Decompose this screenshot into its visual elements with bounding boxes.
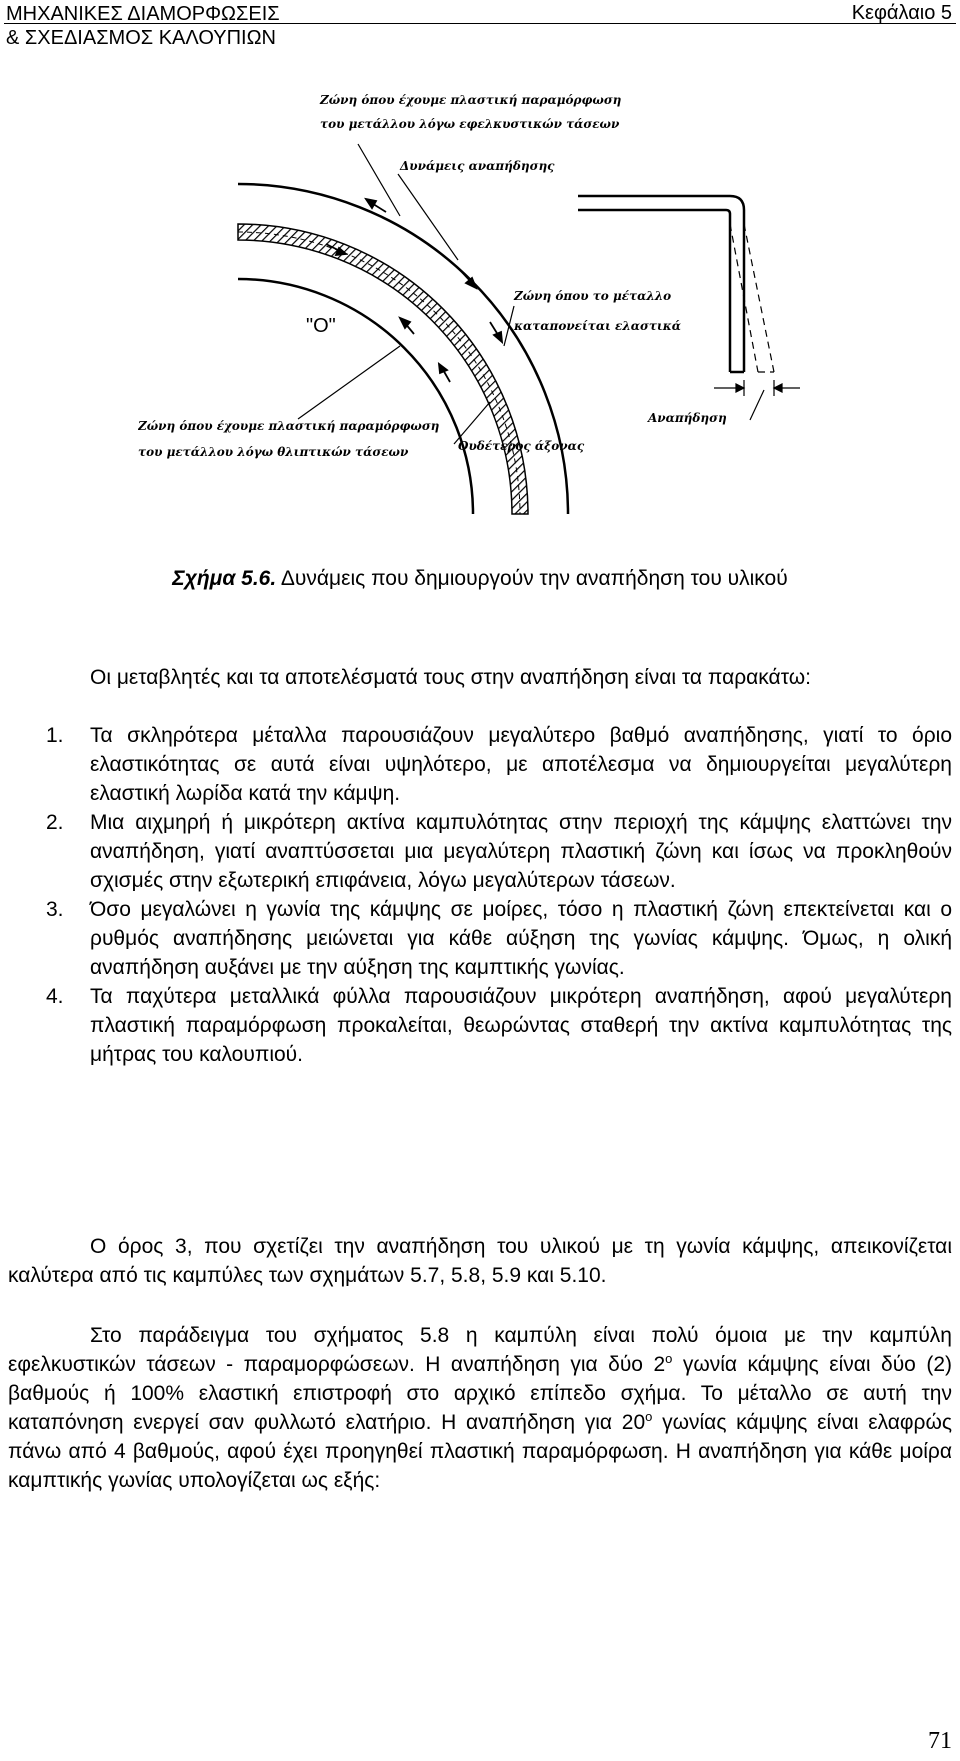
- list-item-number: 2.: [46, 811, 64, 834]
- label-plastic-compression-line1: Ζώνη όπου έχουμε πλαστική παραμόρφωση: [138, 419, 440, 433]
- page-number: 71: [928, 1728, 952, 1754]
- label-elastic-zone-line1: Ζώνη όπου το μέταλλο: [514, 289, 672, 303]
- example-text-part2: γωνία κάμψης είναι δύο (2) βαθμούς ή 100% ελαστική επιστροφή στο αρχικό επίπεδο σχήμα. Το μέταλλο σε αυτή την καταπόνηση ενεργεί σαν φυλλωτό ελατήριο. Η αναπήδηση για 20: [8, 1353, 952, 1434]
- bent-strip: [578, 196, 744, 372]
- paragraph-term-3-text: Ο όρος 3, που σχετίζει την αναπήδηση του υλικού με τη γωνία κάμψης, απεικονίζεται καλύτερα από τις καμπύλες των σχημάτων 5.7, 5.8, 5.9 και 5.10.: [8, 1235, 952, 1287]
- paragraph-example: [8, 1321, 952, 1495]
- degree-superscript: ο: [645, 1409, 653, 1424]
- list-item: [8, 808, 952, 895]
- example-text-part3: γωνίας κάμψης είναι ελαφρώς πάνω από 4 βαθμούς, αφού έχει προηγηθεί πλαστική παραμόρφωση. Η αναπήδηση για κάθε μοίρα καμπτικής γωνίας υπολογίζεται ως εξής:: [8, 1411, 952, 1492]
- degree-superscript: ο: [665, 1351, 673, 1366]
- list-item-text: Μια αιχμηρή ή μικρότερη ακτίνα καμπυλότητας στην περιοχή της κάμψης ελαττώνει την αναπήδηση, γιατί αναπτύσσεται μια μεγαλύτερη πλαστική ζώνη και ίσως να προκληθούν σχισμές στην εξωτερική επιφάνεια, λόγω μεγαλύτερων τάσεων.: [90, 811, 952, 892]
- intro-text: Οι μεταβλητές και τα αποτελέσματά τους στην αναπήδηση είναι τα παρακάτω:: [90, 666, 811, 689]
- label-springback: Αναπήδηση: [648, 411, 727, 425]
- elastic-zone-band: [238, 224, 528, 514]
- running-header-title: [6, 2, 280, 50]
- label-plastic-tension-line1: Ζώνη όπου έχουμε πλαστική παραμόρφωση: [320, 93, 622, 107]
- label-plastic-tension-line2: του μετάλλου λόγω εφελκυστικών τάσεων: [320, 117, 620, 131]
- header-title-line1: ΜΗΧΑΝΙΚΕΣ ΔΙΑΜΟΡΦΩΣΕΙΣ: [6, 3, 280, 25]
- paragraph-example-text: [8, 1321, 952, 1495]
- example-text-part1: Στο παράδειγμα του σχήματος 5.8 η καμπύλη είναι πολύ όμοια με την καμπύλη εφελκυστικών τάσεων - παραμορφώσεων. Η αναπήδηση για δύο 2: [8, 1324, 952, 1376]
- list-item: [8, 721, 952, 808]
- header-rule: [4, 23, 956, 24]
- caption-number: Σχήμα 5.6.: [172, 567, 277, 590]
- caption-text: Δυνάμεις που δημιουργούν την αναπήδηση του υλικού: [276, 567, 788, 590]
- list-item-text: Όσο μεγαλώνει η γωνία της κάμψης σε μοίρες, τόσο η πλαστική ζώνη επεκτείνεται και ο ρυθμός αναπήδησης μειώνεται για κάθε αύξηση της γωνίας κάμψης. Όμως, η ολική αναπήδηση αυξάνει με την αύξηση της καμπτικής γωνίας.: [90, 898, 952, 979]
- center-label: "Ο": [306, 315, 336, 337]
- springback-dimension: [714, 380, 800, 420]
- label-springback-forces: Δυνάμεις αναπήδησης: [400, 159, 555, 173]
- list-item-number: 4.: [46, 985, 64, 1008]
- list-item-number: 3.: [46, 898, 64, 921]
- label-elastic-zone-line2: καταπονείται ελαστικά: [514, 319, 681, 333]
- label-neutral-axis: Ουδέτερος άξονας: [458, 439, 585, 453]
- springback-figure: [138, 84, 908, 544]
- list-item-number: 1.: [46, 724, 64, 747]
- paragraph-term-3: [8, 1232, 952, 1290]
- list-item-text: Τα σκληρότερα μέταλλα παρουσιάζουν μεγαλύτερο βαθμό αναπήδησης, γιατί το όριο ελαστικότητας σε αυτά είναι υψηλότερο, με αποτέλεσμα να δημιουργείται μεγαλύτερη ελαστική λωρίδα κατά την κάμψη.: [90, 724, 952, 805]
- list-item: [8, 982, 952, 1069]
- list-item-text: Τα παχύτερα μεταλλικά φύλλα παρουσιάζουν μικρότερη αναπήδηση, αφού μεγαλύτερη πλαστική παραμόρφωση προκαλείται, θεωρώντας σταθερή την ακτίνα καμπυλότητας της μήτρας του καλουπιού.: [90, 985, 952, 1066]
- intro-paragraph: [8, 663, 952, 692]
- label-plastic-compression-line2: του μετάλλου λόγω θλιπτικών τάσεων: [138, 445, 409, 459]
- figure-caption: [0, 567, 960, 591]
- springback-outline: [730, 224, 774, 372]
- springback-diagram: [138, 84, 908, 544]
- variables-list: [8, 721, 952, 1069]
- header-title-line2: & ΣΧΕΔΙΑΣΜΟΣ ΚΑΛΟΥΠΙΩΝ: [6, 27, 276, 49]
- list-item: [8, 895, 952, 982]
- header-chapter: Κεφάλαιο 5: [851, 2, 952, 24]
